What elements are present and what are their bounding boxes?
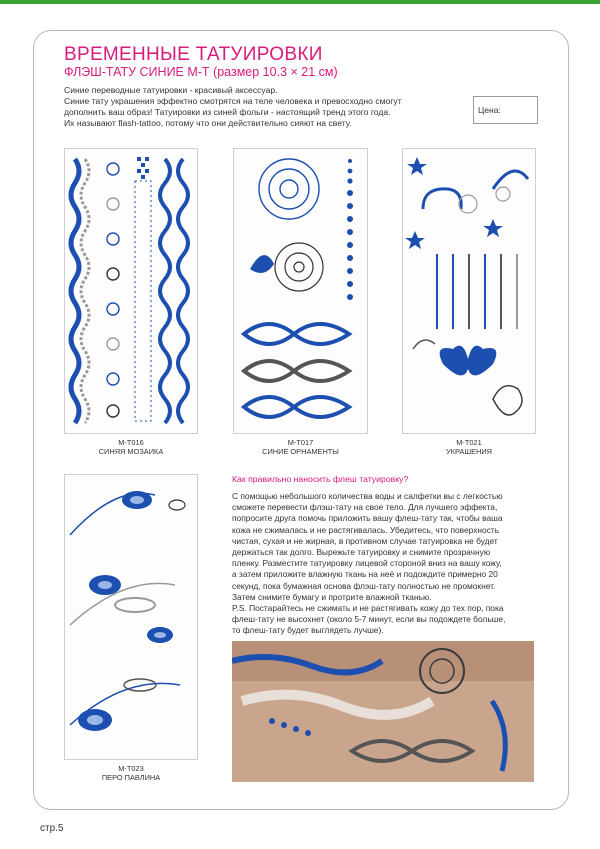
howto-line: кожа не сжималась и не растягивалась. Убедитесь, что поверхность <box>232 524 500 535</box>
howto-line: секунд, пока бумажная основа флэш-тату полностью не промокнет. <box>232 580 496 591</box>
product-image-mt021 <box>402 148 536 434</box>
product-image-mt017 <box>233 148 368 434</box>
product-caption-mt017 <box>233 438 368 456</box>
howto-line: С помощью небольшого количества воды и салфетки вы с легкостью <box>232 491 503 501</box>
product-code: M-T021 <box>456 438 482 447</box>
howto-line: флеш-тату не высохнет (около 5-7 минут, если вы подождете больше, <box>232 614 506 625</box>
mosaic-tattoo-illustration <box>65 149 197 433</box>
intro-line: дополнить ваш образ! Татуировки из синей фольги - настоящий тренд этого года. <box>64 107 391 117</box>
page-subtitle: ФЛЭШ-ТАТУ СИНИЕ М-Т (размер 10.3 × 21 см) <box>64 65 338 79</box>
product-caption-mt016 <box>64 438 198 456</box>
product-caption-mt021 <box>402 438 536 456</box>
intro-line: Их называют flash-tattoo, потому что они действительно сияют на свету. <box>64 118 352 128</box>
product-name: СИНИЕ ОРНАМЕНТЫ <box>262 447 339 456</box>
howto-line: а затем приложите влажную ткань на неё и подождите примерно 20 <box>232 569 498 580</box>
product-image-mt016 <box>64 148 198 434</box>
price-label: Цена: <box>478 105 501 115</box>
howto-line: пленку. Разместите татуировку лицевой стороной вниз на вашу кожу, <box>232 558 502 569</box>
page-title: ВРЕМЕННЫЕ ТАТУИРОВКИ <box>64 44 323 65</box>
top-accent-bar <box>0 0 600 4</box>
price-box <box>473 96 538 124</box>
peacock-feather-tattoo-illustration <box>65 475 197 759</box>
product-code: M-T017 <box>287 438 314 447</box>
intro-line: Синие переводные татуировки - красивый аксессуар. <box>64 85 278 95</box>
howto-line: держаться так долго. Вырежьте татуировку и снимите прозрачную <box>232 547 491 558</box>
intro-line: Синие тату украшения эффектно смотрятся на теле человека и превосходно смогут <box>64 96 402 106</box>
product-code: M-T016 <box>118 438 144 447</box>
product-image-mt023 <box>64 474 198 760</box>
intro-text <box>64 85 464 129</box>
ornaments-tattoo-illustration <box>234 149 367 433</box>
howto-text <box>232 491 532 637</box>
howto-line: попросите друга помочь приложить вашу флеш-тату так, чтобы ваша <box>232 513 503 524</box>
jewelry-tattoo-illustration <box>403 149 535 433</box>
product-name: ПЕРО ПАВЛИНА <box>101 773 161 782</box>
product-name: СИНЯЯ МОЗАИКА <box>98 447 164 456</box>
howto-line: чистая, сухая и не жирная, в противном случае татуировка не будет <box>232 535 498 546</box>
howto-line: Затем снимите бумагу и протрите влажной тканью. <box>232 591 432 602</box>
howto-title: Как правильно наносить флеш татуировку? <box>232 474 409 484</box>
product-code: M-T023 <box>118 764 144 773</box>
tattoo-on-skin-photo <box>232 641 534 782</box>
howto-line: P.S. Постарайтесь не сжимать и не растягивать кожу до тех пор, пока <box>232 603 504 614</box>
page-number: стр.5 <box>40 823 64 834</box>
product-caption-mt023 <box>64 764 198 782</box>
howto-line: сможете перевести флэш-тату на свое тело. Для лучшего эффекта, <box>232 502 498 513</box>
product-name: УКРАШЕНИЯ <box>445 447 493 456</box>
howto-line: то флеш-тату будет выглядеть лучше). <box>232 625 384 636</box>
